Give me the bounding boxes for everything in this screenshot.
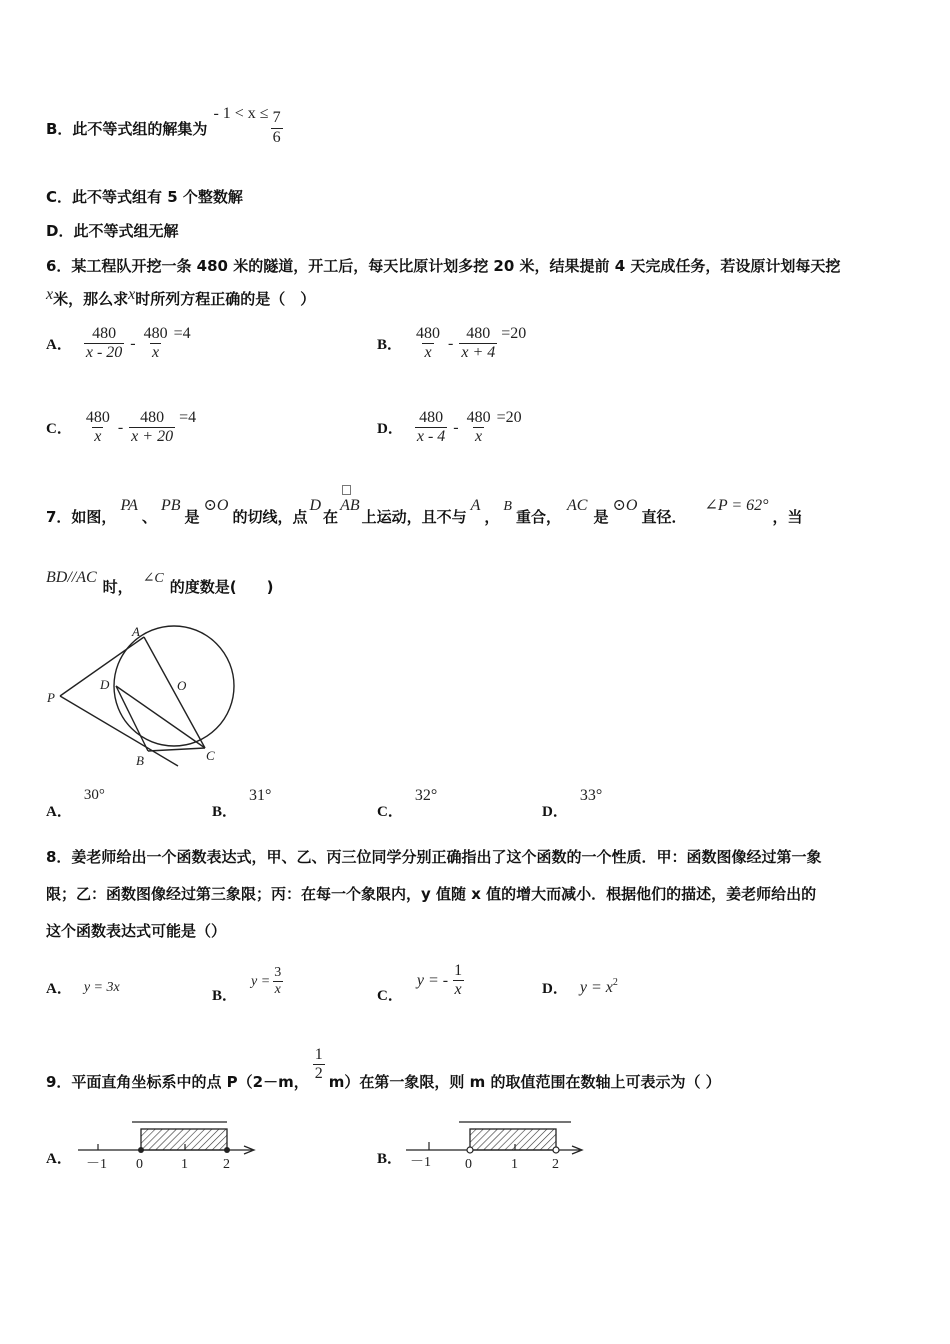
q5-option-d: D．此不等式组无解 [46,222,179,240]
solid-dot-2 [224,1147,230,1153]
shaded-region [141,1129,227,1150]
q8-stem-line1: 8．姜老师给出一个函数表达式，甲、乙、丙三位同学分别正确指出了这个函数的一个性质．甲：函数图像经过第一象 [46,848,822,866]
q9-number-line-b [402,1118,592,1178]
q9-option-a-label: A． [46,1151,72,1167]
q5-option-b-text: B．此不等式组的解集为 [46,119,208,138]
q8-option-a: A． y = 3x [46,979,120,997]
q5-option-b-fraction: $\frac{7}{6}$ [272,109,281,146]
open-dot-0 [467,1147,473,1153]
q7-figure [40,620,250,770]
label-b: B [136,753,144,768]
label-o: O [177,678,187,693]
chord-bc [148,748,205,751]
q6-option-d: D． $\frac{480}{x - 4}$ - $\frac{480}{x}$ =20 [377,408,522,446]
q6-stem-line2 [46,285,316,309]
q6-option-a: A． $\frac{480}{x - 20}$ - $\frac{480}{x}$ =4 [46,324,191,362]
q6-option-c: C． $\frac{480}{x}$ - $\frac{480}{x + 20}$ =4 [46,408,197,446]
q6-stem-line1: 6．某工程队开挖一条 480 米的隧道，开工后，每天比原计划多挖 20 米，结果提前 4 天完成任务，若设原计划每天挖 [46,257,841,275]
q6-var-x2: x [128,285,136,303]
q6-stem-text: 米，那么求 [53,290,129,308]
svg-text:－1: －1 [86,1157,107,1172]
q7-option-d: D． 33° [542,787,603,820]
svg-text:0: 0 [465,1157,472,1172]
q7-option-a: A． 30° [46,787,105,820]
q6-var-x: x [46,285,54,303]
q7-option-c: C． 32° [377,787,438,820]
label-p: P [47,690,55,705]
q8-option-c: C． y = - $\frac{1}{x}$ [377,961,463,1004]
q9-stem: 9．平面直角坐标系中的点 P（2－m， $\frac{1}{2}$ m）在第一象限，则 m 的取值范围在数轴上可表示为（ ） [46,1045,721,1091]
label-c: C [206,748,215,763]
q8-stem-line2: 限；乙：函数图像经过第三象限；丙：在每一个象限内，y 值随 x 值的增大而减小．根据他们的描述，姜老师给出的 [46,885,817,903]
diameter-ac [144,637,205,748]
svg-text:－1: －1 [410,1155,431,1170]
svg-text:2: 2 [552,1157,559,1172]
svg-text:2: 2 [223,1157,230,1172]
tangent-pb [60,696,178,766]
q8-option-d: D． y = x $^2$ [542,977,618,997]
arc-icon [342,485,351,495]
chord-db [116,686,148,751]
q8-stem-line3: 这个函数表达式可能是（） [46,922,227,940]
svg-text:0: 0 [136,1157,143,1172]
q9-option-b-label: B． [377,1151,403,1167]
circle-o [114,626,234,746]
chord-dc [116,686,205,748]
q5-option-c: C．此不等式组有 5 个整数解 [46,188,243,206]
label-d: D [100,677,110,692]
svg-text:1: 1 [181,1157,188,1172]
q7-option-b: B． 31° [212,787,272,820]
q5-option-b-expr: - 1 < x ≤ [213,105,269,122]
q6-stem-text2: 时所列方程正确的是（ ） [135,290,316,308]
svg-text:1: 1 [511,1157,518,1172]
q7-stem-line1: 7．如图， PA 、 PB 是 ⊙O 的切线，点 D 在 AB 上运动，且不与 A ， B 重合， AC 是 ⊙O 直径． ∠P = 62° ，当 [46,497,803,527]
open-dot-2 [553,1147,559,1153]
q5-option-b [46,104,283,152]
q8-option-b: B． y = $\frac{3}{x}$ [212,964,282,1004]
shaded-region [470,1129,556,1150]
arc-ab: AB [340,495,360,515]
q9-number-line-a [74,1118,264,1178]
q6-option-b: B． $\frac{480}{x}$ - $\frac{480}{x + 4}$ =20 [377,324,527,362]
solid-dot-0 [138,1147,144,1153]
label-a: A [132,624,140,639]
q7-stem-line2: BD//AC 时， ∠C 的度数是( ) [46,569,274,596]
